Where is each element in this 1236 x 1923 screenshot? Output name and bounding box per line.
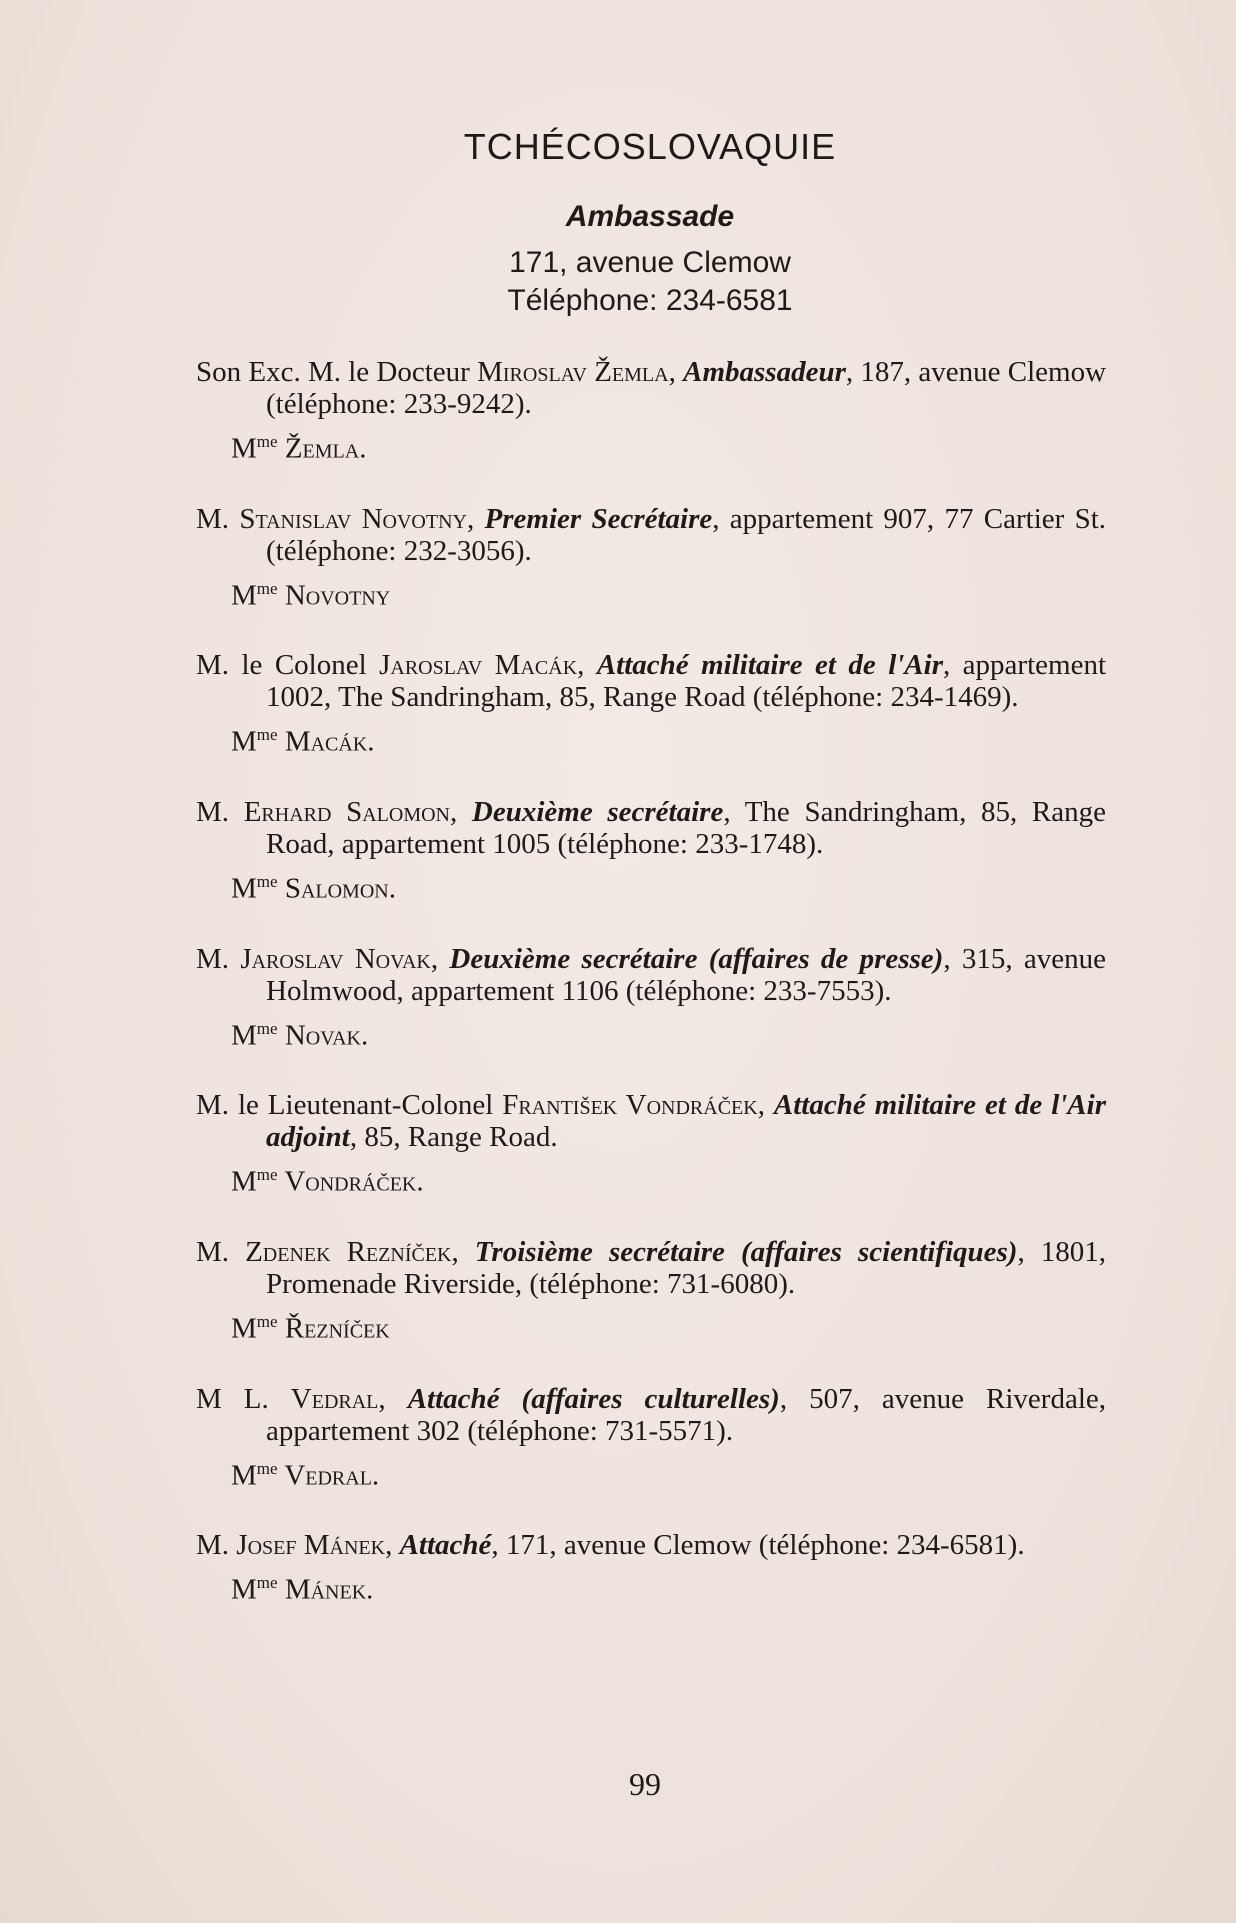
entry-title: Attaché xyxy=(399,1529,492,1562)
entry-spouse: $M^{me}$ Vondráček. xyxy=(231,1165,424,1198)
entry-details: , 171, avenue Clemow (téléphone: 234-6581). xyxy=(491,1529,1025,1562)
entry-title: Troisième secrétaire (affaires scientifiques) xyxy=(474,1235,1018,1268)
entry-prefix: M. xyxy=(196,502,240,535)
entry-spouse: $M^{me}$ Macák. xyxy=(231,725,375,758)
entry-name: Jaroslav Macák xyxy=(379,649,578,682)
staff-entry: M. le Lieutenant-Colonel František Vondráček, Attaché militaire et de l'Air adjoint, 85, Range Road. $M^{me}$ Vondráček. xyxy=(196,1089,1106,1198)
entry-prefix: M. xyxy=(196,1235,246,1268)
entry-prefix: M L. xyxy=(196,1382,291,1415)
entry-name: Erhard Salomon xyxy=(243,795,450,828)
entry-name: Miroslav Žemla xyxy=(477,356,669,388)
entry-name: František Vondráček xyxy=(502,1089,758,1122)
entry-title: Attaché (affaires culturelles) xyxy=(407,1382,780,1415)
staff-entry: M. Erhard Salomon, Deuxième secrétaire, The Sandringham, 85, Range Road, appartement 1005 (téléphone: 233-1748). $M^{me}$ Salomon. xyxy=(196,795,1106,905)
entry-name: Zdenek Rezníček xyxy=(245,1235,452,1268)
staff-entry: Son Exc. M. le Docteur Miroslav Žemla, Ambassadeur, 187, avenue Clemow (téléphone: 233-9242). $M^{me}$ Žemla. xyxy=(196,356,1107,465)
entry-details: , 315, avenue Holmwood, appartement 1106 (téléphone: 233-7553). xyxy=(266,942,1106,1007)
entry-prefix: M. xyxy=(196,1529,237,1562)
entry-title: Attaché militaire et de l'Air xyxy=(596,649,943,682)
staff-entry: M. Stanislav Novotny, Premier Secrétaire, appartement 907, 77 Cartier St. (téléphone: 232-3056). $M^{me}$ Novotny xyxy=(196,502,1107,612)
entry-prefix: M. le Lieutenant-Colonel xyxy=(196,1089,503,1122)
mission-telephone: Téléphone: 234-6581 xyxy=(507,284,793,317)
entry-prefix: M. xyxy=(196,795,244,828)
country-heading: TCHÉCOSLOVAQUIE xyxy=(463,126,837,167)
entry-name: Vedral xyxy=(290,1382,379,1415)
entry-spouse: $M^{me}$ Žemla. xyxy=(231,432,367,465)
staff-entry: M. Jaroslav Novak, Deuxième secrétaire (affaires de presse), 315, avenue Holmwood, appartement 1106 (téléphone: 233-7553). $M^{me}$ Novak. xyxy=(196,942,1106,1052)
mission-address: 171, avenue Clemow xyxy=(509,246,791,279)
entry-details: , appartement 907, 77 Cartier St. (téléphone: 232-3056). xyxy=(266,502,1107,567)
entry-name: Josef Mánek xyxy=(236,1529,386,1562)
page-number: 99 xyxy=(629,1766,661,1802)
entry-spouse: $M^{me}$ Salomon. xyxy=(231,871,396,905)
entry-prefix: M. xyxy=(196,942,241,975)
mission-type: Ambassade xyxy=(565,200,735,233)
entry-spouse: $M^{me}$ Vedral. xyxy=(231,1458,380,1492)
staff-list xyxy=(196,356,1106,1644)
entry-details: , appartement 1002, The Sandringham, 85, Range Road (téléphone: 234-1469). xyxy=(266,649,1106,714)
entry-name: Jaroslav Novak xyxy=(240,942,431,975)
entry-prefix: Son Exc. M. le Docteur xyxy=(196,356,478,388)
entry-title: Deuxième secrétaire (affaires de presse) xyxy=(449,942,944,975)
staff-entry: M. Zdenek Rezníček, Troisième secrétaire (affaires scientifiques), 1801, Promenade Riverside, (téléphone: 731-6080). $M^{me}$ Řezníček xyxy=(196,1235,1106,1345)
staff-entry: M. Josef Mánek, Attaché, 171, avenue Clemow (téléphone: 234-6581). $M^{me}$ Mánek. xyxy=(196,1529,1106,1606)
entry-spouse: $M^{me}$ Novak. xyxy=(231,1018,369,1052)
entry-details: , 85, Range Road. xyxy=(349,1121,558,1154)
staff-entry: M. le Colonel Jaroslav Macák, Attaché militaire et de l'Air, appartement 1002, The Sandringham, 85, Range Road (téléphone: 234-1469). $M^{me}$ Macák. xyxy=(196,649,1106,758)
entry-prefix: M. le Colonel xyxy=(196,649,380,682)
entry-details: , 187, avenue Clemow (téléphone: 233-9242). xyxy=(266,356,1107,420)
entry-spouse: $M^{me}$ Novotny xyxy=(231,578,391,612)
entry-name: Stanislav Novotny xyxy=(239,502,467,535)
entry-title: Premier Secrétaire xyxy=(484,502,713,535)
entry-details: , 1801, Promenade Riverside, (téléphone: 731-6080). xyxy=(266,1235,1106,1300)
staff-entry: M L. Vedral, Attaché (affaires culturelles), 507, avenue Riverdale, appartement 302 (téléphone: 731-5571). $M^{me}$ Vedral. xyxy=(196,1382,1107,1492)
entry-details: , The Sandringham, 85, Range Road, appartement 1005 (téléphone: 233-1748). xyxy=(266,795,1106,860)
entry-title: Attaché militaire et de l'Air adjoint xyxy=(266,1089,1106,1154)
entry-title: Deuxième secrétaire xyxy=(471,795,724,828)
entry-details: , 507, avenue Riverdale, appartement 302 (téléphone: 731-5571). xyxy=(266,1382,1107,1447)
entry-title: Ambassadeur xyxy=(683,356,846,388)
entry-spouse: $M^{me}$ Mánek. xyxy=(231,1573,374,1606)
entry-spouse: $M^{me}$ Řezníček xyxy=(231,1311,390,1345)
